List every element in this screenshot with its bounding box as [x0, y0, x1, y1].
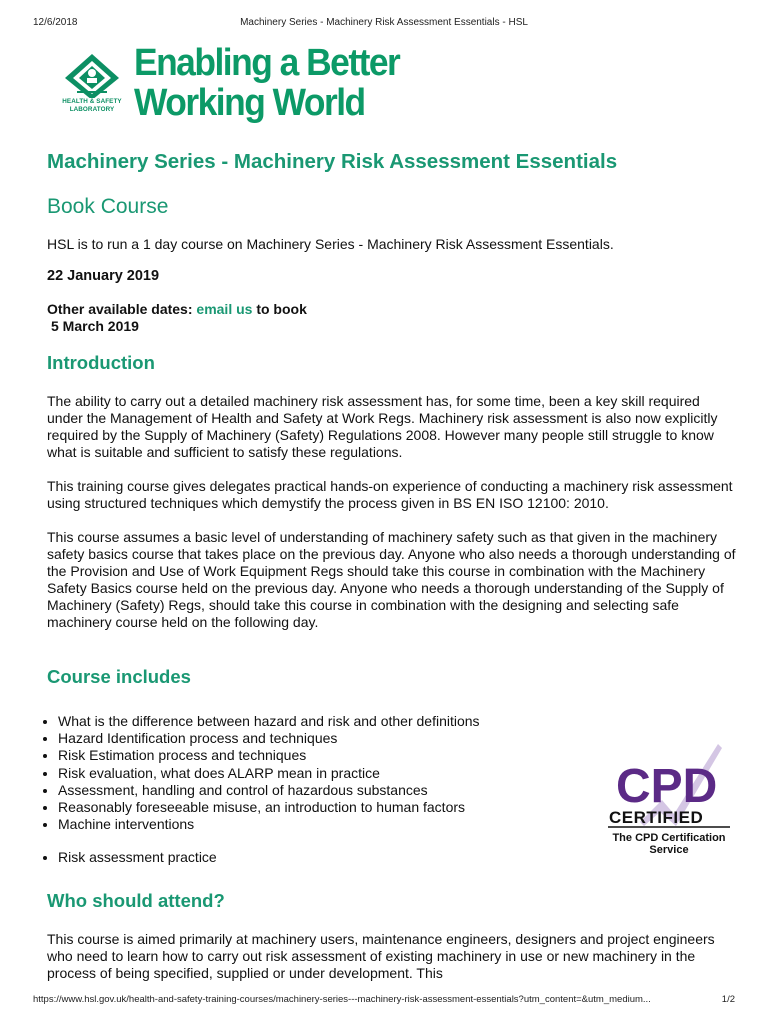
list-item: • Reasonably foreseeable misuse, an introduction to human factors [58, 799, 598, 816]
cpd-certified-badge [600, 742, 740, 862]
list-item: • What is the difference between hazard and risk and other definitions [58, 713, 598, 730]
cpd-certified: CERTIFIED [609, 808, 704, 827]
cpd-line2: Service [649, 844, 689, 856]
page-title: Machinery Series - Machinery Risk Assessment Essentials [47, 150, 618, 173]
course-includes-list-extra [34, 849, 598, 866]
hsl-logo-org [57, 98, 127, 114]
logo-org-line1: HEALTH & SAFETY [62, 98, 122, 105]
list-item: • Risk evaluation, what does ALARP mean in practice [58, 765, 598, 782]
logo-org-line2: LABORATORY [69, 106, 115, 113]
introduction-para-1: The ability to carry out a detailed machinery risk assessment has, for some time, been a key skill required under the Management of Health and Safety at Work Regs. Machinery risk assessment is also now explicitly required by the Supply of Machinery (Safety) Regulations 2008. However many people still struggle to know what is suitable and sufficient to satisfy these regulations. [47, 393, 718, 460]
other-dates-suffix: to book [256, 301, 307, 317]
tagline [134, 43, 399, 123]
who-attend-heading: Who should attend? [47, 890, 225, 911]
list-item: • Risk Estimation process and techniques [58, 747, 598, 764]
footer-url: https://www.hsl.gov.uk/health-and-safety-training-courses/machinery-series---machinery-risk-assessment-essentials?utm_content=&utm_medium... [33, 994, 651, 1005]
main-course-date: 22 January 2019 [47, 268, 160, 284]
list-item: • Assessment, handling and control of hazardous substances [58, 782, 598, 799]
print-title: Machinery Series - Machinery Risk Assessment Essentials - HSL [240, 17, 528, 28]
book-course-heading: Book Course [47, 195, 169, 218]
tagline-line1: Enabling a Better [134, 42, 400, 84]
cpd-line1: The CPD Certification [612, 832, 726, 844]
who-attend-para: This course is aimed primarily at machinery users, maintenance engineers, designers and project engineers who need to learn how to carry out risk assessment of existing machinery in use or new machinery in the process of being specified, supplied or under development. This [47, 931, 715, 981]
hsl-logo-icon [57, 52, 127, 98]
footer-page-number: 1/2 [721, 994, 735, 1005]
course-intro-line: HSL is to run a 1 day course on Machinery Series - Machinery Risk Assessment Essentials. [47, 236, 614, 252]
course-includes-heading: Course includes [47, 666, 191, 687]
cpd-badge-icon [600, 742, 740, 862]
list-item: • Machine interventions [58, 816, 598, 833]
introduction-para-3: This course assumes a basic level of understanding of machinery safety such as that given in the machinery safety basics course that takes place on the previous day. Anyone who also needs a thorough understanding of the Provision and Use of Work Equipment Regs should take this course in combination with the Machinery Safety Basics course held on the previous day. Anyone who needs a thorough understanding of the Supply of Machinery (Safety) Regs, should take this course in combination with the designing and selecting safe machinery course held on the following day. [47, 529, 736, 630]
introduction-heading: Introduction [47, 352, 155, 373]
email-us-link[interactable]: email us [196, 301, 253, 317]
introduction-para-2: This training course gives delegates practical hands-on experience of conducting a machinery risk assessment using structured techniques which demystify the process given in BS EN ISO 12100: 2010. [47, 478, 733, 511]
cpd-letters: CPD [616, 760, 718, 813]
hsl-logo[interactable] [57, 52, 127, 120]
course-includes-list [34, 713, 598, 833]
list-item: • Risk assessment practice [58, 849, 598, 866]
other-date-value: 5 March 2019 [51, 318, 139, 334]
other-dates-label: Other available dates: [47, 301, 193, 317]
other-dates [47, 301, 737, 335]
print-date: 12/6/2018 [33, 17, 78, 28]
tagline-line2: Working World [134, 82, 365, 124]
list-item: • Hazard Identification process and techniques [58, 730, 598, 747]
